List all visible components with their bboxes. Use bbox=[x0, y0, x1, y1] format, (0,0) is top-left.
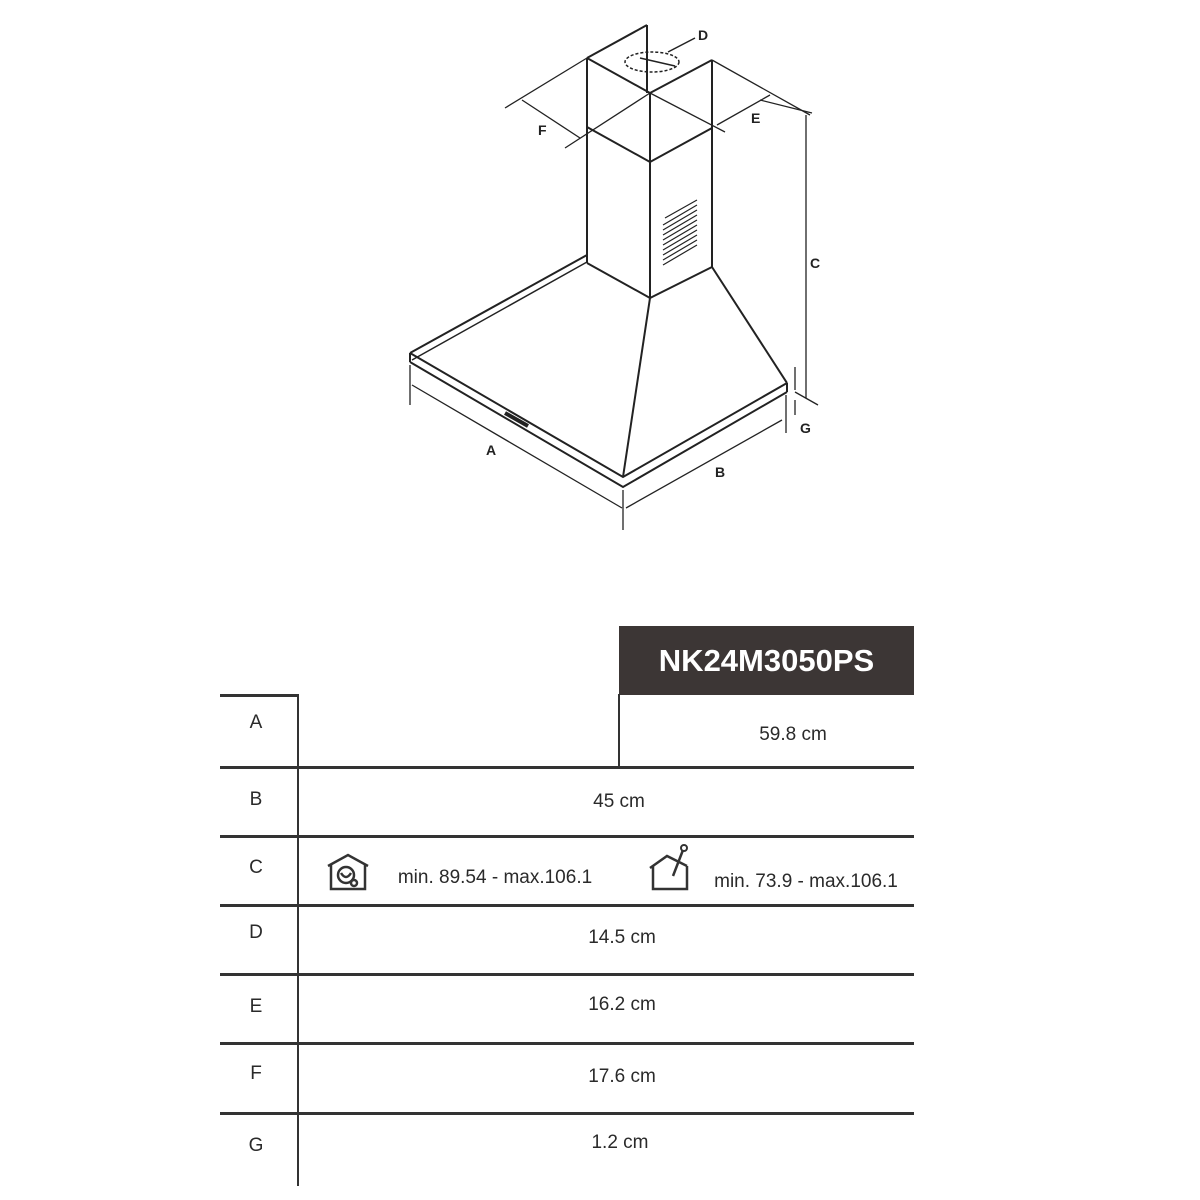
dim-label-a: A bbox=[486, 442, 497, 458]
row-value-c-ducted: min. 89.54 - max.106.1 bbox=[397, 867, 593, 888]
dim-label-e: E bbox=[751, 110, 761, 126]
row-key-a: A bbox=[249, 712, 263, 733]
row-key-c: C bbox=[249, 857, 263, 878]
row-key-e: E bbox=[249, 996, 263, 1017]
dim-label-g: G bbox=[800, 420, 811, 436]
dimension-lines bbox=[410, 58, 821, 530]
row-value-g: 1.2 cm bbox=[591, 1132, 649, 1153]
row-divider bbox=[220, 694, 299, 697]
dim-label-f: F bbox=[538, 122, 547, 138]
vent-grille bbox=[663, 200, 697, 265]
house-with-chimney-duct-icon bbox=[647, 840, 693, 892]
row-key-f: F bbox=[250, 1063, 262, 1084]
range-hood-diagram bbox=[0, 0, 1200, 560]
row-divider bbox=[220, 1112, 914, 1115]
house-with-fan-icon bbox=[325, 852, 371, 892]
row-value-a: 59.8 cm bbox=[759, 724, 827, 745]
row-key-g: G bbox=[248, 1135, 264, 1156]
row-value-f: 17.6 cm bbox=[588, 1066, 656, 1087]
row-divider bbox=[220, 1042, 914, 1045]
row-divider bbox=[220, 835, 914, 838]
row-key-b: B bbox=[249, 789, 263, 810]
row-divider bbox=[220, 973, 914, 976]
row-value-d: 14.5 cm bbox=[588, 927, 656, 948]
row-key-d: D bbox=[249, 922, 263, 943]
dim-label-d: D bbox=[698, 27, 709, 43]
row-divider bbox=[220, 766, 914, 769]
duct-outlet-circle bbox=[625, 38, 695, 72]
column-divider bbox=[297, 694, 299, 1186]
column-divider bbox=[618, 694, 620, 767]
row-value-b: 45 cm bbox=[593, 791, 645, 812]
model-header: NK24M3050PS bbox=[619, 626, 914, 695]
row-value-e: 16.2 cm bbox=[588, 994, 656, 1015]
dim-label-c: C bbox=[810, 255, 821, 271]
row-divider bbox=[220, 904, 914, 907]
dim-label-b: B bbox=[715, 464, 726, 480]
row-value-c-recirculating: min. 73.9 - max.106.1 bbox=[714, 871, 898, 892]
